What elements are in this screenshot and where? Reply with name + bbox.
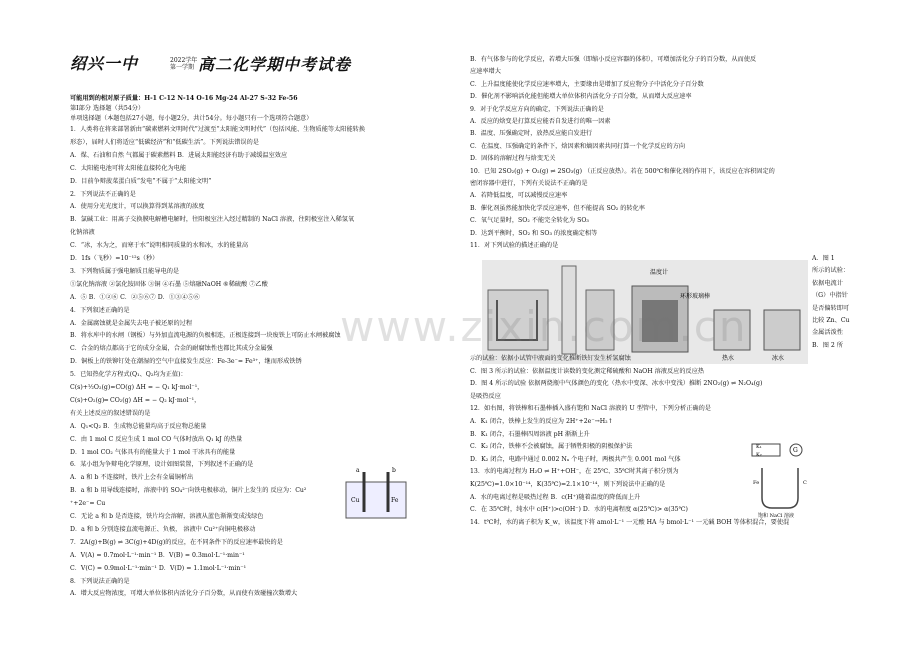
text-line: ①氯化钠溶液 ②氯化铵固体 ③铜 ④石墨 ⑤熔融NaOH ⑥稀硫酸 ⑦乙酸 bbox=[70, 280, 268, 288]
text-line: 有关上述反应的叙述错误的是 bbox=[70, 409, 151, 417]
fig6-label-fe: Fe bbox=[391, 497, 399, 504]
text-line: A．增大反应物浓度，可增大单位体积内活化分子百分数，从而使有效碰撞次数增大 bbox=[70, 590, 298, 598]
text-line: C．上升温度能使化学反应速率增大，主要缘由是增加了反应物分子中活化分子百分数 bbox=[470, 80, 704, 88]
text-line: B．a 和 b 用导线连接时，溶液中的 SO₄²⁻向铁电极移动，铜片上发生的 反应为：Cu² bbox=[70, 487, 307, 495]
text-line: D．1fs（飞秒）=10⁻¹²s（秒） bbox=[70, 255, 159, 262]
text-line: 12．如右图，将铁棒和石墨棒插入盛有饱和 NaCl 溶液的 U 型管中，下列分析正确的是 bbox=[470, 405, 711, 413]
text-line: A．金属腐蚀就是金属失去电子被还原的过程 bbox=[70, 319, 193, 327]
text-line: A．K₁ 闭合，铁棒上发生的反应为 2H⁺+2e⁻→H₂↑ bbox=[470, 418, 613, 425]
text-line: 密闭容器中进行，下列有关说法不正确的是 bbox=[470, 180, 588, 187]
fig12-k1: K₁ bbox=[756, 444, 762, 450]
text-line: C．合金的熔点都高于它的成分金属，合金的耐腐蚀性也都比其成分金属强 bbox=[70, 345, 273, 353]
atomic-masses: 可能用到的相对原子质量：H-1 C-12 N-14 O-16 Mg-24 Al-27 S-32 Fe-56 bbox=[70, 95, 298, 102]
text-line: A．水的电离过程是吸热过程 B．c(H⁺)随着温度的降低而上升 bbox=[470, 493, 641, 501]
text-line: D．1 mol CO₂ 气体具有的能量大于 1 mol 干冰具有的能量 bbox=[70, 448, 236, 456]
text-line: 3．下列物质属于强电解质且能导电的是 bbox=[70, 267, 180, 275]
fig12-caption: 饱和 NaCl 溶液 bbox=[758, 513, 794, 518]
text-line: C(s)+O₂(g)═ CO₂(g) ΔH = − Q₂ kJ·mol⁻¹， bbox=[70, 396, 201, 404]
text-line: B．将水库中的水闸（钢板）与外加直流电源的负极相连，正极连接到一块废铁上可防止水闸被腐蚀 bbox=[70, 332, 341, 340]
text-line: C．“冰，水为之，而寒于水”说明相同质量的水和冰，水的能量高 bbox=[70, 242, 249, 250]
text-line: A．煤、石油和自然 气都属于碳素燃料 B．进展太阳能经济有助于减缓温室效应 bbox=[70, 151, 288, 159]
text-line: 6．某小组为争辩电化学原理，设计如图装置，下列叙述不正确的是 bbox=[70, 461, 254, 469]
text-line: A．Q₁<Q₂ B．生成物总能量均高于反应物总能量 bbox=[70, 422, 207, 430]
text-line: A．若降低温度，可以减慢反应速率 bbox=[470, 192, 568, 200]
text-line: D．目前争辩菠菜蛋白质“发电”不属于“太阳能文明” bbox=[70, 177, 212, 185]
text-line: B．温度、压强确定时，放热反应能自发进行 bbox=[470, 130, 593, 138]
year-line: 2022学年 bbox=[170, 57, 198, 64]
text-line: 9．对于化学反应方向的确定，下列说法正确的是 bbox=[470, 105, 604, 113]
text-line: C．在温度、压强确定的条件下，焓因素和熵因素共同打算一个化学反应的方向 bbox=[470, 142, 686, 150]
text-line: C．太阳能电池可将太阳能直接转化为电能 bbox=[70, 164, 187, 172]
text-line: 比较 Zn、Cu bbox=[812, 317, 850, 324]
exam-title: 高二化学期中考试卷 bbox=[198, 55, 352, 74]
text-line: 2．下列说法不正确的是 bbox=[70, 190, 136, 198]
text-line: 1．人类将在将来部署新由“碳素燃料文明时代”过渡至“太阳能文明时代”（包括风能、生物质能等太阳能转换 bbox=[70, 126, 366, 133]
text-line: ⁺+2e⁻= Cu bbox=[70, 500, 106, 508]
text-line: B．图 2 所 bbox=[812, 341, 843, 349]
school-name: 绍兴一中 bbox=[70, 54, 139, 73]
text-line: B．K₁ 闭合，石墨棒四周溶液 pH 渐渐上升 bbox=[470, 430, 590, 438]
text-line: 7．2A(g)+B(g) ⇌ 3C(g)+4D(g)的反应，在不同条件下的反应速率最快的是 bbox=[70, 538, 283, 546]
fig12-g: G bbox=[793, 447, 798, 454]
fig11-label-stirrer: 环形玻璃棒 bbox=[680, 293, 711, 300]
text-line: D．达到平衡时，SO₂ 和 SO₃ 的浓度确定相等 bbox=[470, 229, 598, 237]
instructions: 单项选择题（本题包括27小题，每小题2分，共计54分。每小题只有一个选项符合题意） bbox=[70, 115, 313, 122]
fig11-label-hot: 热水 bbox=[722, 355, 735, 362]
part-one-heading: 第Ⅰ部分 选择题（共54分） bbox=[70, 105, 145, 112]
text-line: 应速率增大 bbox=[470, 68, 501, 76]
text-line: D．图 4 所示的试验 依据两烧瓶中气体颜色的变化（热水中变深、冰水中变浅）推断 2NO₂(g) ⇌ N₂O₄(g) bbox=[470, 380, 763, 388]
text-line: C．氧气足量时，SO₂ 不能完全转化为 SO₃ bbox=[470, 217, 589, 225]
fig12-fe: Fe bbox=[753, 480, 760, 486]
text-line: 14．t℃时，水的离子积为 K_w，该温度下将 amol·L⁻¹ 一元酸 HA 与 bmol·L⁻¹ 一元碱 BOH 等体积混合，要使混 bbox=[470, 518, 790, 526]
fig6-label-cu: Cu bbox=[351, 497, 360, 504]
text-line: D．固体的溶解过程与焓变无关 bbox=[470, 155, 556, 163]
fig12-k2: K₂ bbox=[756, 452, 762, 458]
text-line: C(s)+½O₂(g)=CO(g) ΔH = − Q₁ kJ·mol⁻¹， bbox=[70, 384, 204, 391]
text-line: 5．已知热化学方程式(Q₁、Q₂均为正值)： bbox=[70, 371, 187, 379]
text-line: C．V(C) = 0.9mol·L⁻¹·min⁻¹ D．V(D) = 1.1mol·L⁻¹·min⁻¹ bbox=[70, 564, 247, 572]
q12-u-tube-figure bbox=[748, 440, 818, 518]
text-line: B．催化剂虽然能加快化学反应速率，但不能提高 SO₂ 的转化率 bbox=[470, 204, 645, 212]
text-line: 10．已知 2SO₂(g) + O₂(g) ⇌ 2SO₃(g) （正反应放热）。若在 500℃和催化剂的作用下，该反应在容积固定的 bbox=[470, 167, 775, 175]
q6-electrochem-figure bbox=[336, 464, 416, 520]
text-line: A．图 1 bbox=[812, 255, 835, 262]
text-line: 金属活泼性 bbox=[812, 329, 843, 337]
text-line: C．无论 a 和 b 是否连接，铁片均会溶解，溶液从蓝色渐渐变成浅绿色 bbox=[70, 513, 264, 520]
text-line: C．在 35℃时，纯水中 c(H⁺)>c(OH⁻) D．水的电离程度 α(25℃)> α(35℃) bbox=[470, 506, 688, 514]
text-line: 依据电流计 bbox=[812, 279, 843, 287]
text-line: 13．水的电离过程为 H₂O ⇌ H⁺+OH⁻，在 25℃、35℃时其离子积分别为 bbox=[470, 468, 679, 476]
text-line: D．a 和 b 分别连接直流电源正、负极， 溶液中 Cu²⁺向铜电极移动 bbox=[70, 525, 256, 533]
watermark: www.zixin.com.cn bbox=[340, 302, 748, 351]
text-line: 是否偏转即可 bbox=[812, 304, 850, 312]
fig6-label-b: b bbox=[392, 467, 396, 474]
text-line: （G）中指针 bbox=[812, 292, 848, 300]
text-line: B．氯碱工业：用离子交换膜电解槽电解时，往阳极室注入经过精制的 NaCl 溶液，往阴极室注入稀氢氧 bbox=[70, 216, 355, 224]
text-line: 8．下列说法正确的是 bbox=[70, 577, 130, 585]
text-line: 是吸热反应 bbox=[470, 392, 501, 400]
text-line: A．a 和 b 不连接时，铁片上会有金属铜析出 bbox=[70, 474, 194, 482]
text-line: A．⑤ B．①②⑥ C．②⑤⑥⑦ D．①③④⑤⑥ bbox=[70, 293, 200, 301]
fig11-label-thermometer: 温度计 bbox=[650, 269, 669, 276]
text-line: A．使用分光光度计，可以换算得到某溶液的浓度 bbox=[70, 203, 205, 211]
text-line: D．K₂ 闭合，电路中通过 0.002 Nₐ 个电子时，两极共产生 0.001 mol 气体 bbox=[470, 455, 681, 463]
fig11-label-cold: 冰水 bbox=[772, 355, 785, 362]
text-line: 化钠溶液 bbox=[70, 229, 95, 237]
text-line: B．有气体参与的化学反应，若增大压强（即缩小反应容器的体积），可增加活化分子的百分数，从而使反 bbox=[470, 56, 757, 63]
text-line: 11．对下列试验的描述正确的是 bbox=[470, 242, 559, 249]
text-line: 形态），届时人们将适应“低碳经济”和“低碳生活”。下列说法错误的是 bbox=[70, 138, 259, 146]
text-line: 4．下列叙述正确的是 bbox=[70, 306, 130, 314]
term-line: 第一学期 bbox=[170, 64, 195, 72]
fig12-c: C bbox=[803, 480, 807, 486]
text-line: 示的试验：依据小试管中液面的变化推断铁钉发生析氢腐蚀 bbox=[470, 355, 631, 362]
text-line: C．图 3 所示的试验：依据温度计读数的变化测定稀硫酸和 NaOH 溶液反应的反应热 bbox=[470, 367, 705, 375]
fig6-label-a: a bbox=[356, 467, 360, 474]
text-line: C．由 1 mol C 反应生成 1 mol CO 气体时放出 Q₁ kJ 的热量 bbox=[70, 435, 243, 443]
text-line: D．催化剂不影响活化能但能增大单位体积内活化分子百分数，从而增大反应速率 bbox=[470, 93, 692, 101]
text-line: K(25℃)=1.0×10⁻¹⁴，K(35℃)=2.1×10⁻¹⁴，则下列说法中正确的是 bbox=[470, 481, 666, 488]
term-label bbox=[170, 57, 197, 71]
text-line: C．K₂ 闭合，铁棒不会被腐蚀，属于牺牲阳极的阴极保护法 bbox=[470, 443, 633, 451]
text-line: A．V(A) = 0.7mol·L⁻¹·min⁻¹ B．V(B) = 0.3mol·L⁻¹·min⁻¹ bbox=[70, 551, 245, 559]
text-line: 所示的试验： bbox=[812, 267, 850, 275]
text-line: D．铜板上的铁铆钉处在潮湿的空气中直接发生反应：Fe-3e⁻= Fe³⁺，继而形成铁锈 bbox=[70, 358, 302, 366]
text-line: A．反应的焓变是打算反应能否自发进行的唯一因素 bbox=[470, 118, 611, 125]
